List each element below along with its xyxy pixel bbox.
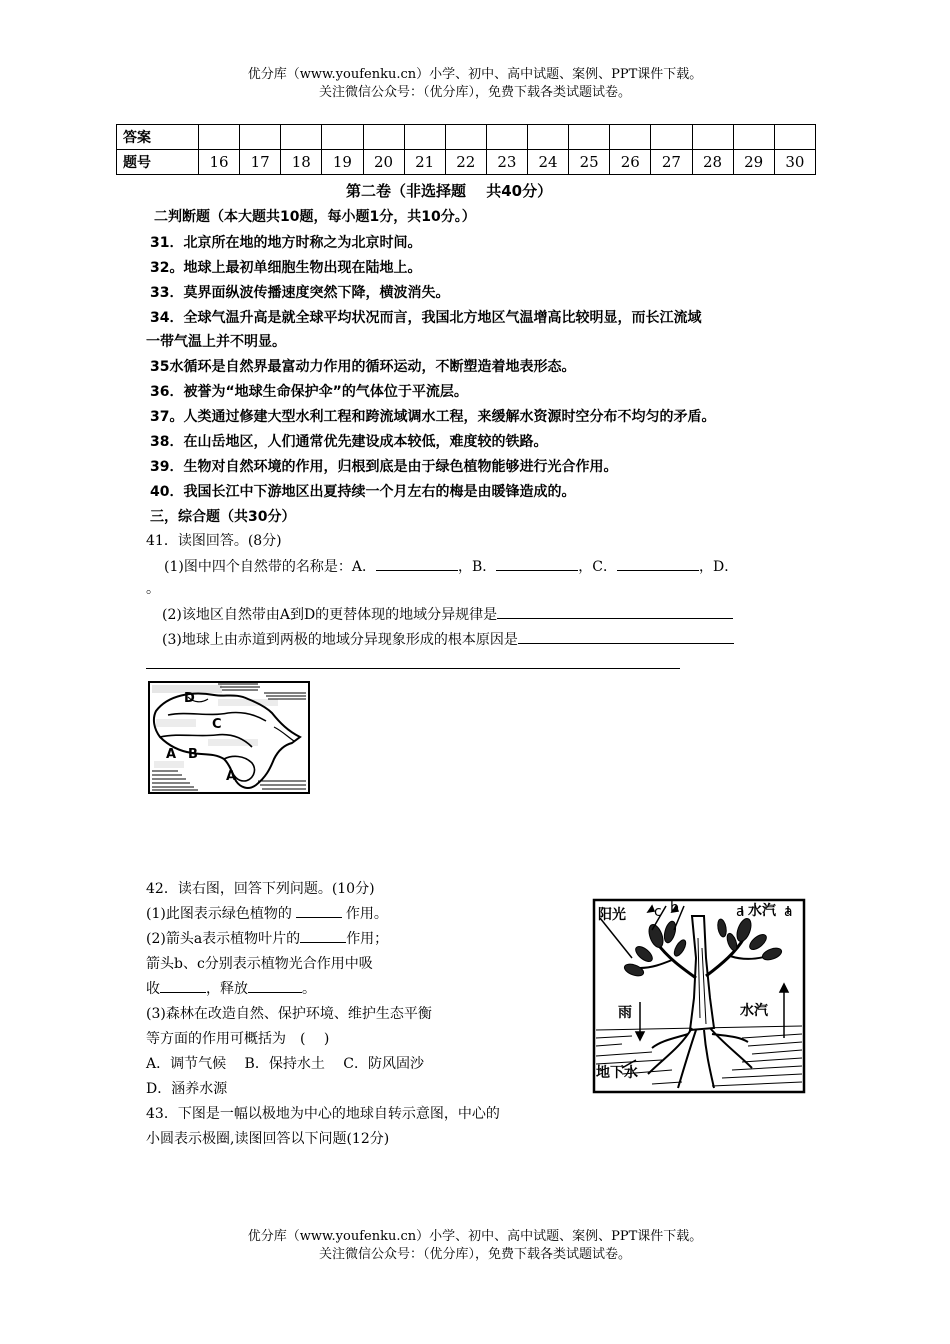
map-label-c: C	[212, 717, 222, 732]
answer-cell	[281, 125, 322, 150]
number-row-label: 题号	[117, 150, 199, 175]
question-number: 22	[445, 150, 486, 175]
question-number: 25	[569, 150, 610, 175]
answer-blank[interactable]	[376, 556, 458, 571]
question-number: 23	[486, 150, 527, 175]
q41-part3-text: (3)地球上由赤道到两极的地域分异现象形成的根本原因是	[162, 632, 518, 648]
q41-part1-d: ，D．	[698, 559, 739, 575]
q42-title: 42．读右图，回答下列问题。(10分)	[146, 881, 375, 897]
answer-cell	[363, 125, 404, 150]
q42-part3: (3)森林在改造自然、保护环境、维护生态平衡	[146, 1006, 432, 1022]
label-b: b	[670, 900, 679, 916]
judge-item: 35水循环是自然界最富动力作用的循环运动，不断塑造着地表形态。	[150, 359, 576, 375]
answer-row-label: 答案	[117, 125, 199, 150]
footer-line-2: 关注微信公众号：（优分库），免费下载各类试题试卷。	[318, 1247, 631, 1262]
q43-line-1: 43．下图是一幅以极地为中心的地球自转示意图，中心的	[146, 1106, 500, 1122]
label-vapor-top: 水汽	[748, 903, 776, 919]
label-groundwater: 地下水	[596, 1065, 638, 1081]
question-number: 24	[528, 150, 569, 175]
q41-part1-b: ，B．	[457, 559, 497, 575]
answer-cell	[528, 125, 569, 150]
answer-cell	[445, 125, 486, 150]
answer-cell	[651, 125, 692, 150]
question-number: 30	[774, 150, 815, 175]
label-sunlight: 阳光	[598, 907, 626, 923]
answer-cell	[610, 125, 651, 150]
header-line-1: 优分库（www.youfenku.cn）小学、初中、高中试题、案例、PPT课件下载。	[247, 67, 703, 82]
question-number: 20	[363, 150, 404, 175]
map-label-a-south: A	[226, 769, 237, 784]
answer-cell	[240, 125, 281, 150]
answer-cell	[322, 125, 363, 150]
judge-item: 38．在山岳地区，人们通常优先建设成本较低，难度较的铁路。	[150, 434, 548, 450]
q41-part3	[162, 629, 734, 649]
answer-blank-line[interactable]	[146, 668, 680, 669]
label-c: c	[654, 904, 662, 920]
answer-cell	[733, 125, 774, 150]
footer-line-1: 优分库（www.youfenku.cn）小学、初中、高中试题、案例、PPT课件下载。	[247, 1229, 703, 1244]
q42-part1-prefix: (1)此图表示绿色植物的	[146, 906, 292, 922]
label-a-right: a	[784, 904, 793, 920]
question-number: 18	[281, 150, 322, 175]
label-vapor: 水汽	[740, 1003, 768, 1019]
answer-blank[interactable]	[296, 903, 342, 918]
question-number: 19	[322, 150, 363, 175]
q42-part2-cont: 箭头b、c分别表示植物光合作用中吸	[146, 956, 373, 972]
answer-cell	[692, 125, 733, 150]
q41-part2-text: (2)该地区自然带由A到D的更替体现的地域分异规律是	[162, 607, 498, 623]
judge-heading: 二判断题（本大题共10题，每小题1分，共10分。）	[154, 209, 476, 225]
africa-natural-zones-map	[148, 681, 310, 794]
judge-item: 37。人类通过修建大型水利工程和跨流域调水工程，来缓解水资源时空分布不均匀的矛盾。	[150, 409, 716, 425]
question-number: 17	[240, 150, 281, 175]
q42-part3-cont: 等方面的作用可概括为 ( )	[146, 1031, 330, 1047]
q41-part1-prefix: (1)图中四个自然带的名称是：A．	[164, 559, 376, 575]
q42-option-d: D．涵养水源	[146, 1081, 228, 1097]
judge-item: 31．北京所在地的地方时称之为北京时间。	[150, 235, 422, 251]
question-number: 27	[651, 150, 692, 175]
judge-item: 39．生物对自然环境的作用，归根到底是由于绿色植物能够进行光合作用。	[150, 459, 618, 475]
question-number: 28	[692, 150, 733, 175]
answer-cell	[486, 125, 527, 150]
label-rain: 雨	[618, 1005, 632, 1021]
q41-part2	[162, 604, 733, 624]
q43-line-2: 小圆表示极圈,读图回答以下问题(12分)	[146, 1131, 390, 1147]
answer-blank[interactable]	[248, 978, 302, 993]
map-label-b: B	[188, 747, 198, 762]
judge-item: 34．全球气温升高是就全球平均状况而言，我国北方地区气温增高比较明显，而长江流域	[150, 310, 702, 326]
q41-part1	[164, 556, 738, 576]
q42-part1	[146, 903, 388, 923]
judge-item: 40．我国长江中下游地区出夏持续一个月左右的梅是由暖锋造成的。	[150, 484, 576, 500]
q42-absorb-label: 收	[146, 981, 160, 997]
q42-part2-blanks	[146, 978, 316, 998]
question-number: 29	[733, 150, 774, 175]
q41-title: 41．读图回答。(8分)	[146, 533, 282, 549]
q42-release-label: ，释放	[206, 981, 248, 997]
answer-cell	[199, 125, 240, 150]
page-header	[0, 66, 950, 102]
judge-item: 33．莫界面纵波传播速度突然下降，横波消失。	[150, 285, 450, 301]
synth-heading: 三，综合题（共30分）	[150, 509, 296, 525]
answer-row	[117, 125, 816, 150]
plant-water-cycle-figure	[592, 898, 806, 1094]
answer-table	[116, 124, 816, 175]
answer-blank[interactable]	[300, 928, 346, 943]
label-a-left: a	[736, 904, 745, 920]
question-number: 21	[404, 150, 445, 175]
q42-part1-suffix: 作用。	[345, 906, 388, 922]
question-number: 26	[610, 150, 651, 175]
q42-end-mark: 。	[302, 981, 316, 997]
q42-part2	[146, 928, 388, 948]
answer-blank[interactable]	[497, 604, 733, 619]
answer-cell	[569, 125, 610, 150]
answer-blank[interactable]	[617, 556, 699, 571]
judge-item-continuation: 一带气温上并不明显。	[146, 334, 286, 350]
q42-part2-prefix: (2)箭头a表示植物叶片的	[146, 931, 301, 947]
answer-blank[interactable]	[160, 978, 206, 993]
q42-part2-suffix: 作用；	[346, 931, 389, 947]
number-row	[117, 150, 816, 175]
q41-part1-end: 。	[146, 581, 160, 597]
answer-cell	[774, 125, 815, 150]
answer-cell	[404, 125, 445, 150]
q42-options: A．调节气候 B．保持水土 C．防风固沙	[146, 1056, 425, 1072]
judge-item: 32。地球上最初单细胞生物出现在陆地上。	[150, 260, 422, 276]
section-title: 第二卷（非选择题 共40分）	[346, 182, 553, 200]
page-footer	[0, 1228, 950, 1264]
q41-part1-c: ，C．	[578, 559, 617, 575]
map-label-a-north: A	[166, 747, 177, 762]
judge-item: 36．被誉为“地球生命保护伞”的气体位于平流层。	[150, 384, 468, 400]
answer-blank[interactable]	[518, 629, 734, 644]
header-line-2: 关注微信公众号：（优分库），免费下载各类试题试卷。	[318, 85, 631, 100]
answer-blank[interactable]	[496, 556, 578, 571]
map-label-d: D	[184, 691, 195, 706]
question-number: 16	[199, 150, 240, 175]
